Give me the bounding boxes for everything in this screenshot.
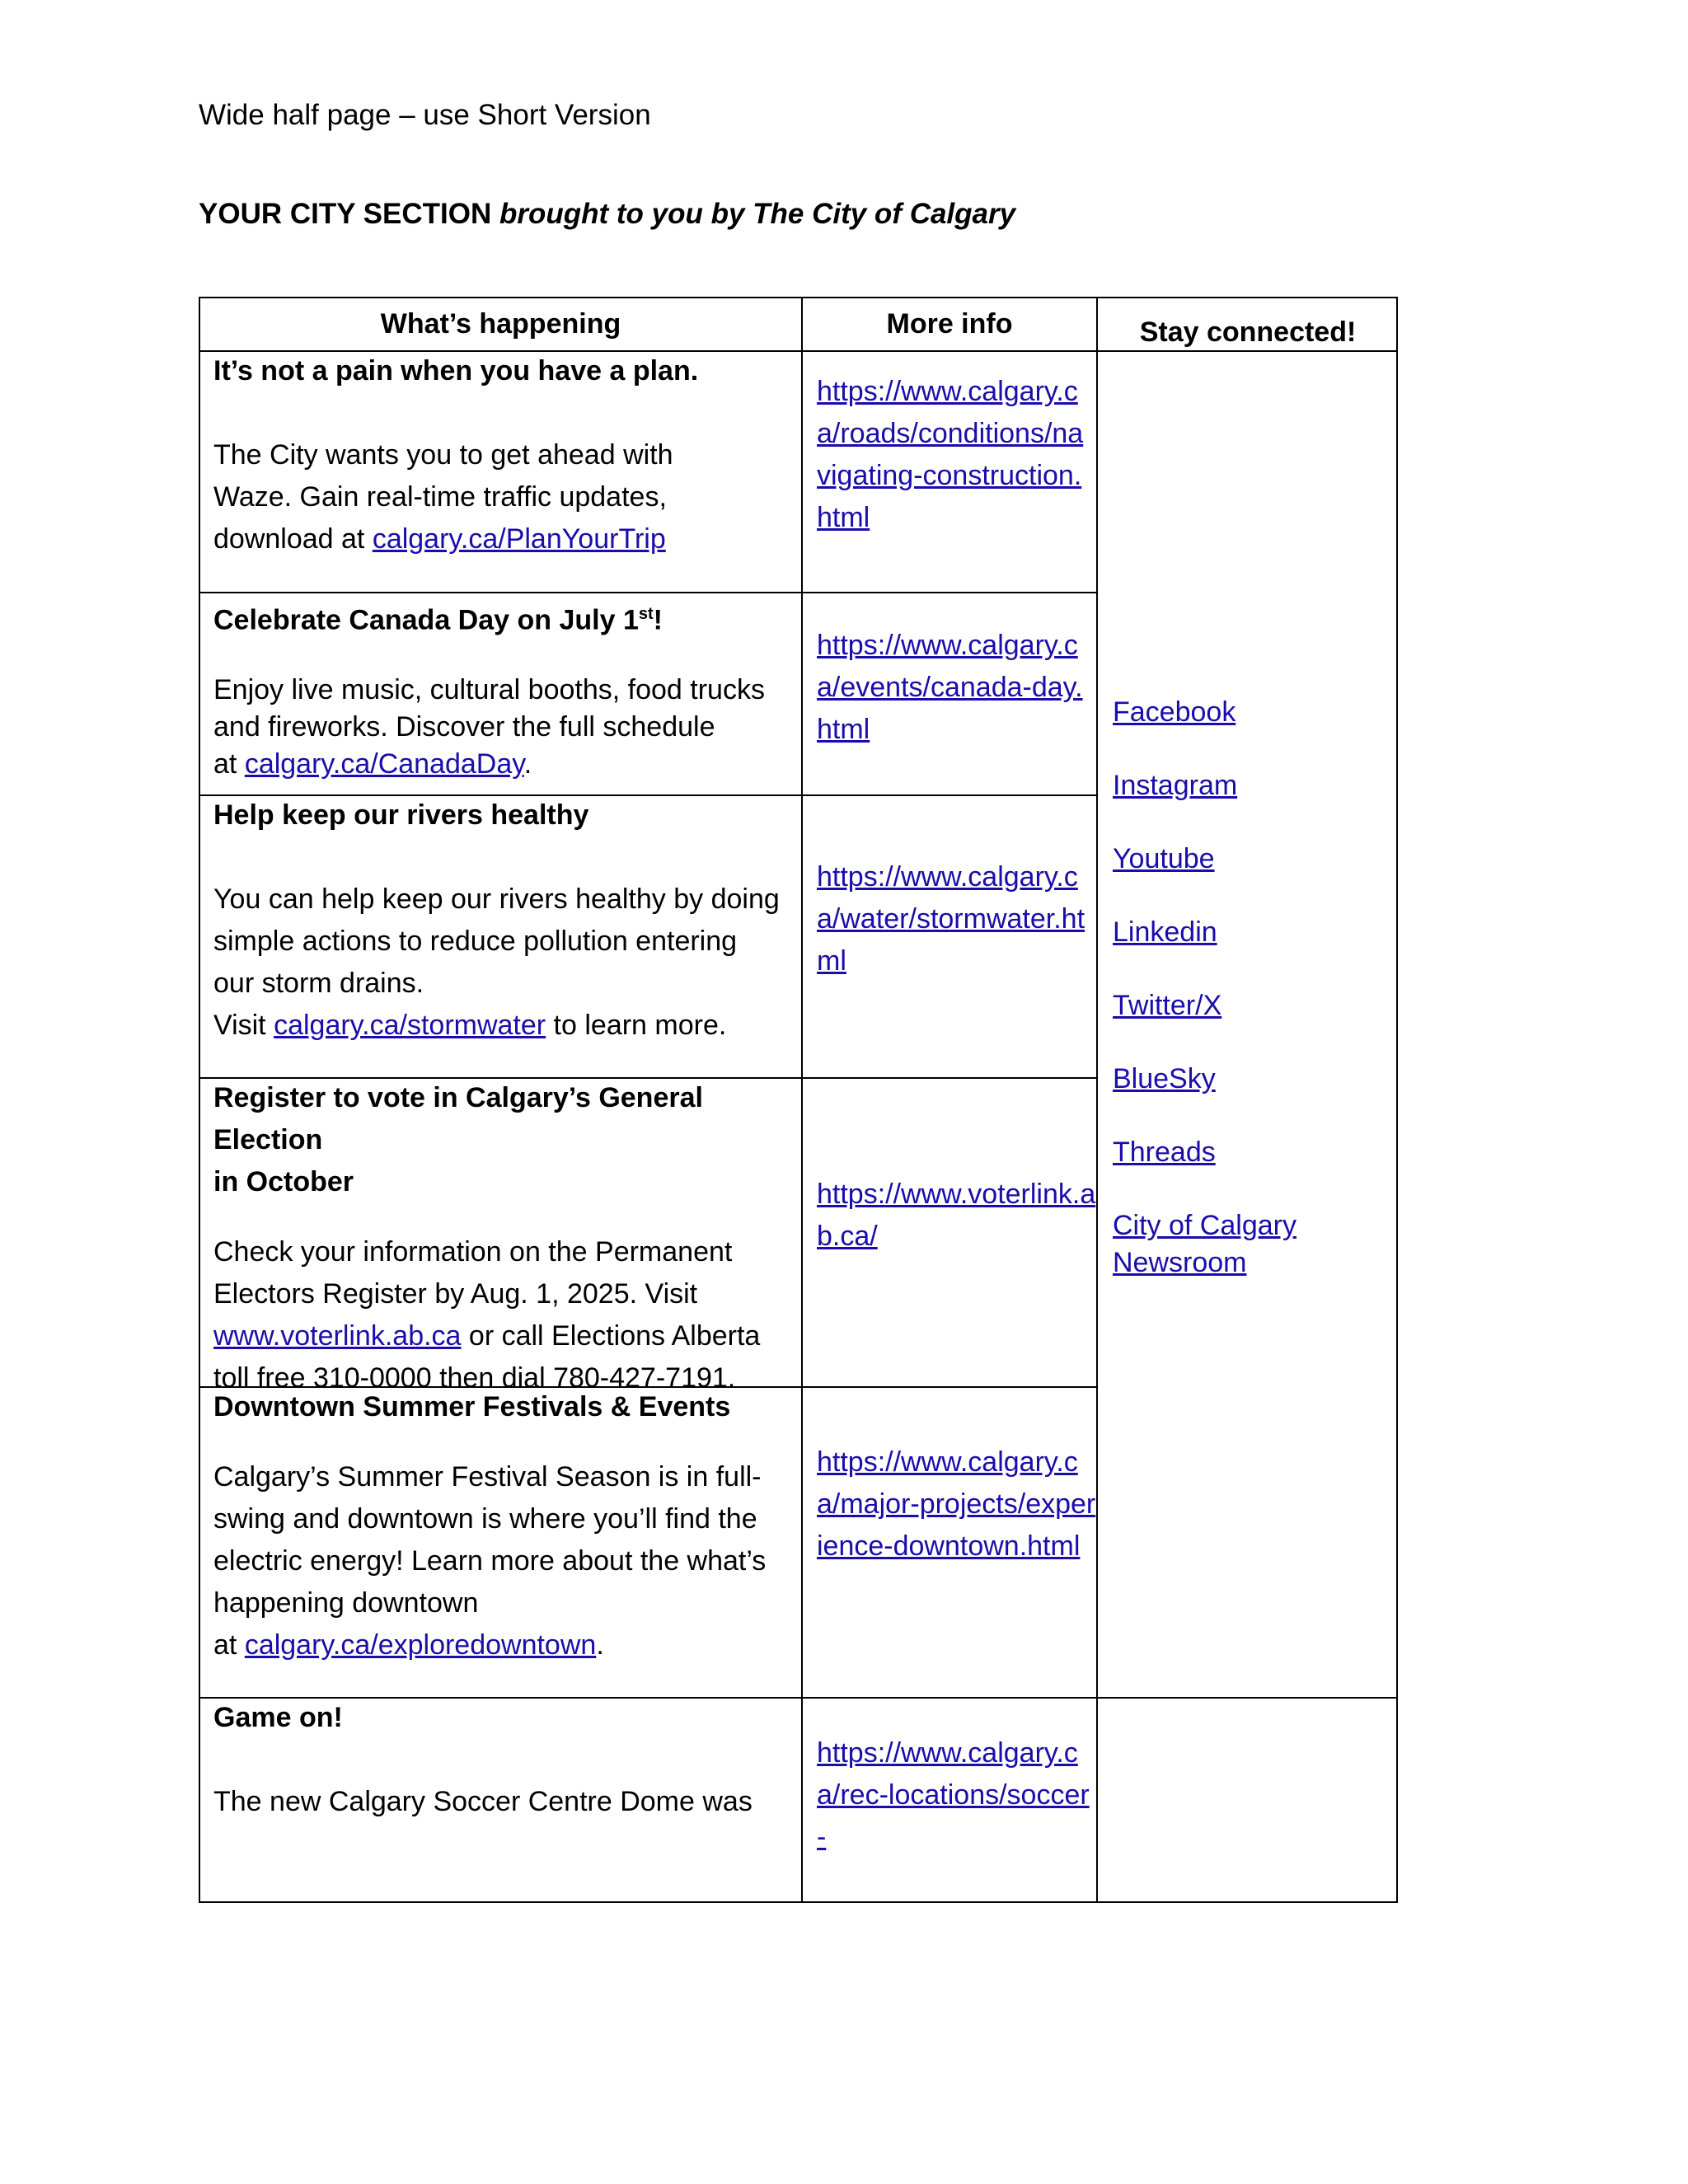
- row2-body2: and fireworks. Discover the full schedule: [213, 711, 715, 743]
- row5-body2: swing and downtown is where you’ll find the: [213, 1503, 757, 1535]
- row4-body1: Check your information on the Permanent: [213, 1236, 733, 1268]
- row3-more-info-link[interactable]: https://www.calgary.ca/water/stormwater.html: [817, 861, 1085, 977]
- planyourtrip-link[interactable]: calgary.ca/PlanYourTrip: [372, 523, 666, 555]
- row6-body1: The new Calgary Soccer Centre Dome was: [213, 1786, 753, 1817]
- section-heading: [199, 198, 1015, 231]
- row2-title-post: !: [653, 604, 663, 636]
- row4-body2: Electors Register by Aug. 1, 2025. Visit: [213, 1278, 698, 1310]
- social-youtube[interactable]: Youtube: [1113, 843, 1215, 874]
- row2-text: [213, 592, 790, 783]
- row1-body1: The City wants you to get ahead with: [213, 439, 673, 471]
- social-linkedin[interactable]: Linkedin: [1113, 916, 1217, 948]
- row4-body3-line: [213, 1315, 790, 1357]
- row5-body3: electric energy! Learn more about the what’s: [213, 1545, 767, 1577]
- row3-body4: Visit: [213, 1010, 274, 1041]
- exploredowntown-link[interactable]: calgary.ca/exploredowntown: [244, 1629, 597, 1661]
- social-city-newsroom-line2: Newsroom: [1113, 1247, 1247, 1278]
- row6-text: [213, 1697, 790, 1823]
- row2-body3-line: [213, 746, 790, 783]
- canadaday-link[interactable]: calgary.ca/CanadaDay: [244, 748, 524, 780]
- social-bluesky[interactable]: BlueSky: [1113, 1063, 1216, 1094]
- row4-body3: or call Elections Alberta: [461, 1320, 761, 1352]
- social-facebook[interactable]: Facebook: [1113, 696, 1236, 728]
- row4-more-info-link[interactable]: https://www.voterlink.ab.ca/: [817, 1179, 1096, 1252]
- row1-more-info-link[interactable]: https://www.calgary.ca/roads/conditions/navigating-construction.html: [817, 376, 1084, 533]
- stormwater-link[interactable]: calgary.ca/stormwater: [274, 1010, 546, 1041]
- row2-title: [213, 596, 790, 639]
- row3-body1: You can help keep our rivers healthy by doing: [213, 883, 780, 915]
- row1-text: [213, 350, 790, 560]
- row3-body3: our storm drains.: [213, 968, 424, 999]
- row4-text: [213, 1077, 790, 1399]
- col-divider-1: [801, 297, 803, 1903]
- header-more-info: More info: [886, 308, 1013, 340]
- row3-body2: simple actions to reduce pollution entering: [213, 926, 738, 957]
- row2-title-pre: Celebrate Canada Day on July 1: [213, 604, 639, 636]
- row5-text: [213, 1386, 790, 1666]
- row5-title: Downtown Summer Festivals & Events: [213, 1391, 731, 1422]
- row6-title: Game on!: [213, 1702, 343, 1733]
- header-whats-happening: What’s happening: [380, 308, 621, 340]
- social-city-newsroom[interactable]: [1113, 1207, 1296, 1282]
- row5-more-info-link[interactable]: https://www.calgary.ca/major-projects/experience-downtown.html: [817, 1446, 1096, 1562]
- row2-body-end: .: [523, 748, 532, 780]
- row4-title1: Register to vote in Calgary’s General Election: [213, 1082, 703, 1155]
- row3-text: [213, 794, 790, 1047]
- row5-body4: happening downtown: [213, 1587, 479, 1619]
- page-note: Wide half page – use Short Version: [199, 99, 651, 131]
- row3-body-end: to learn more.: [546, 1010, 727, 1041]
- row3-body4-line: [213, 1005, 790, 1047]
- row4-title2: in October: [213, 1166, 354, 1197]
- row5-body-end: .: [596, 1629, 604, 1661]
- social-twitter[interactable]: Twitter/X: [1113, 990, 1222, 1021]
- row6-more-info-link[interactable]: https://www.calgary.ca/rec-locations/soccer-: [817, 1737, 1090, 1853]
- row5-body5-line: [213, 1624, 790, 1666]
- row2-more-info-link[interactable]: https://www.calgary.ca/events/canada-day.html: [817, 630, 1083, 745]
- row1-body3-line: [213, 518, 790, 560]
- heading-italic: brought to you by The City of Calgary: [499, 198, 1016, 230]
- voterlink-link[interactable]: www.voterlink.ab.ca: [213, 1320, 462, 1352]
- header-stay-connected: Stay connected!: [1139, 316, 1357, 348]
- social-threads[interactable]: Threads: [1113, 1137, 1216, 1168]
- row5-body5: at: [213, 1629, 245, 1661]
- social-instagram[interactable]: Instagram: [1113, 770, 1238, 801]
- social-city-newsroom-line1: City of Calgary: [1113, 1210, 1296, 1241]
- row5-body1: Calgary’s Summer Festival Season is in full-: [213, 1461, 762, 1493]
- row3-title: Help keep our rivers healthy: [213, 799, 589, 831]
- row4-body4: toll free 310-0000 then dial 780-427-7191.: [213, 1362, 736, 1394]
- row1-title: It’s not a pain when you have a plan.: [213, 355, 699, 387]
- row1-body2: Waze. Gain real-time traffic updates,: [213, 481, 667, 513]
- row2-title-sup: st: [638, 605, 654, 623]
- heading-bold: YOUR CITY SECTION: [199, 198, 492, 230]
- row2-body3: at: [213, 748, 245, 780]
- row1-body3: download at: [213, 523, 373, 555]
- row2-body1: Enjoy live music, cultural booths, food trucks: [213, 674, 765, 706]
